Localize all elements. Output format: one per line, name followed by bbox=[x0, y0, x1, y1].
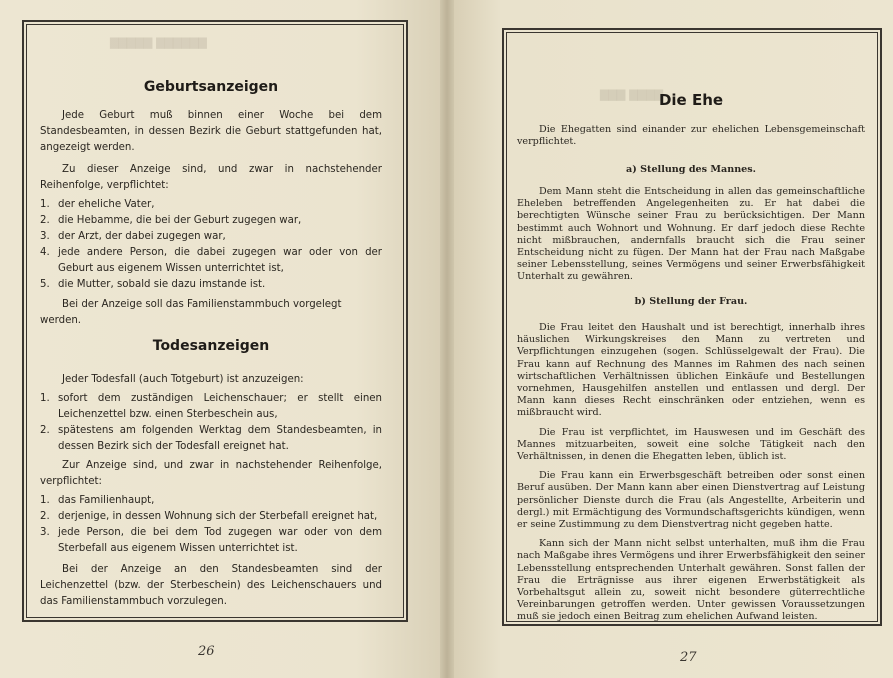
geburtsanzeigen-section bbox=[40, 108, 382, 329]
frau-paragraph: Kann sich der Mann nicht selbst unterhalten, muß ihm die Frau nach Maßgabe ihres Vermögens und ihrer Erwerbsfähigkeit den seiner Lebensstellung entsprechenden Unterhalt gewähren. Sonst fallen der Frau die Erträgnisse aus ihrer eigenen Erwerbstätigkeit als Vorbehaltsgut allein zu, soweit nicht besondere güterrechtliche Vereinbarungen getroffen werden. Unter gewissen Voraussetzungen muß sie jedoch einen Beitrag zum ehelichen Aufwand leisten. bbox=[517, 538, 865, 623]
list-item: 3. der Arzt, der dabei zugegen war, bbox=[40, 231, 226, 242]
frau-paragraph: Die Frau ist verpflichtet, im Hauswesen und im Geschäft des Mannes mitzuarbeiten, soweit eine solche Tätigkeit nach den Verhältnissen, in denen die Ehegatten leben, üblich ist. bbox=[517, 426, 865, 463]
tod-order-intro: Zur Anzeige sind, und zwar in nachstehender Reihenfolge, verpflichtet: bbox=[40, 460, 382, 487]
list-item: 1. das Familienhaupt, bbox=[40, 495, 155, 506]
frau-paragraph: Die Frau leitet den Haushalt und ist berechtigt, innerhalb ihres häuslichen Wirkungskreises den Mann zu vertreten und Verpflichtungen einzugehen (sogen. Schlüsselgewalt der Frau). Die Frau kann auf Rechnung des Mannes im Rahmen des nach seinen wirtschaftlichen Verhältnissen üblichen Einkäufe und Bestellungen vornehmen, Hausgehilfen anstellen und entlassen und dergl. Der Mann kann dieses Recht einschränken oder entziehen, wenn es mißbraucht wird. bbox=[517, 322, 865, 419]
todesanzeigen-section bbox=[40, 372, 382, 610]
geburt-intro: Jede Geburt muß binnen einer Woche bei dem Standesbeamten, in dessen Bezirk die Geburt stattgefunden hat, angezeigt werden. bbox=[40, 110, 382, 153]
todesanzeigen-title: Todesanzeigen bbox=[152, 338, 270, 354]
book-gutter bbox=[440, 0, 454, 678]
page-number-left: 26 bbox=[198, 644, 215, 659]
list-item: 3. jede Person, die bei dem Tod zugegen war oder von dem Sterbefall aus eigenem Wissen unterrichtet ist. bbox=[40, 527, 382, 554]
tod-closing: Bei der Anzeige an den Standesbeamten sind der Leichenzettel (bzw. der Sterbeschein) des Leichenschauers und das Familienstammbuch vorzulegen. bbox=[40, 564, 382, 607]
ehe-intro: Die Ehegatten sind einander zur ehelichen Lebensgemeinschaft verpflichtet. bbox=[517, 124, 865, 148]
show-through-text: ▇▇▇▇▇ ▇▇▇▇▇▇ bbox=[110, 36, 207, 49]
list-item: 1. sofort dem zuständigen Leichenschauer; er stellt einen Leichenzettel bzw. einen Sterbeschein aus, bbox=[40, 393, 382, 420]
geburt-closing: Bei der Anzeige soll das Familienstammbuch vorgelegt werden. bbox=[40, 299, 342, 326]
list-item: 1. der eheliche Vater, bbox=[40, 199, 155, 210]
ehe-intro-block bbox=[517, 124, 865, 148]
tod-intro: Jeder Todesfall (auch Totgeburt) ist anzuzeigen: bbox=[62, 374, 304, 385]
mann-section bbox=[517, 186, 865, 284]
list-item: 5. die Mutter, sobald sie dazu imstande ist. bbox=[40, 279, 266, 290]
frau-heading: b) Stellung der Frau. bbox=[634, 296, 748, 307]
frau-section bbox=[517, 322, 865, 624]
tod-deadline-list bbox=[40, 391, 382, 455]
geburt-order-intro: Zu dieser Anzeige sind, und zwar in nachstehender Reihenfolge, verpflichtet: bbox=[40, 164, 382, 191]
die-ehe-title: Die Ehe bbox=[658, 91, 724, 109]
page-number-right: 27 bbox=[680, 650, 697, 665]
frau-paragraph: Die Frau kann ein Erwerbsgeschäft betreiben oder sonst einen Beruf ausüben. Der Mann kann aber einen Dienstvertrag auf Leistung persönlicher Dienste durch die Frau (als Angestellte, Arbeiterin und dergl.) mit Ermächtigung des Vormundschaftsgerichts kündigen, wenn er seine Zustimmung zu dem Dienstvertrag nicht gegeben hatte. bbox=[517, 470, 865, 531]
geburt-obligated-list bbox=[40, 197, 382, 293]
list-item: 2. derjenige, in dessen Wohnung sich der Sterbefall ereignet hat, bbox=[40, 511, 378, 522]
list-item: 2. die Hebamme, die bei der Geburt zugegen war, bbox=[40, 215, 302, 226]
mann-heading: a) Stellung des Mannes. bbox=[625, 164, 757, 175]
list-item: 4. jede andere Person, die dabei zugegen war oder von der Geburt aus eigenem Wissen unterrichtet ist, bbox=[40, 247, 382, 274]
mann-text: Dem Mann steht die Entscheidung in allen das gemeinschaftliche Eheleben betreffenden Angelegenheiten zu. Er hat dabei die berechtigten Wünsche seiner Frau zu berücksichtigen. Der Mann bestimmt auch Wohnort und Wohnung. Er darf jedoch diese Rechte nicht mißbrauchen, andernfalls braucht sich die Frau seiner Entscheidung nicht zu fügen. Der Mann hat der Frau nach Maßgabe seiner Lebensstellung, seines Vermögens und seiner Erwerbsfähigkeit Unterhalt zu gewähren. bbox=[517, 186, 865, 283]
tod-obligated-list bbox=[40, 493, 382, 557]
geburtsanzeigen-title: Geburtsanzeigen bbox=[143, 79, 279, 95]
show-through-text: ▇▇▇ ▇▇▇▇ bbox=[600, 88, 664, 101]
list-item: 2. spätestens am folgenden Werktag dem Standesbeamten, in dessen Bezirk sich der Todesfall ereignet hat. bbox=[40, 425, 382, 452]
